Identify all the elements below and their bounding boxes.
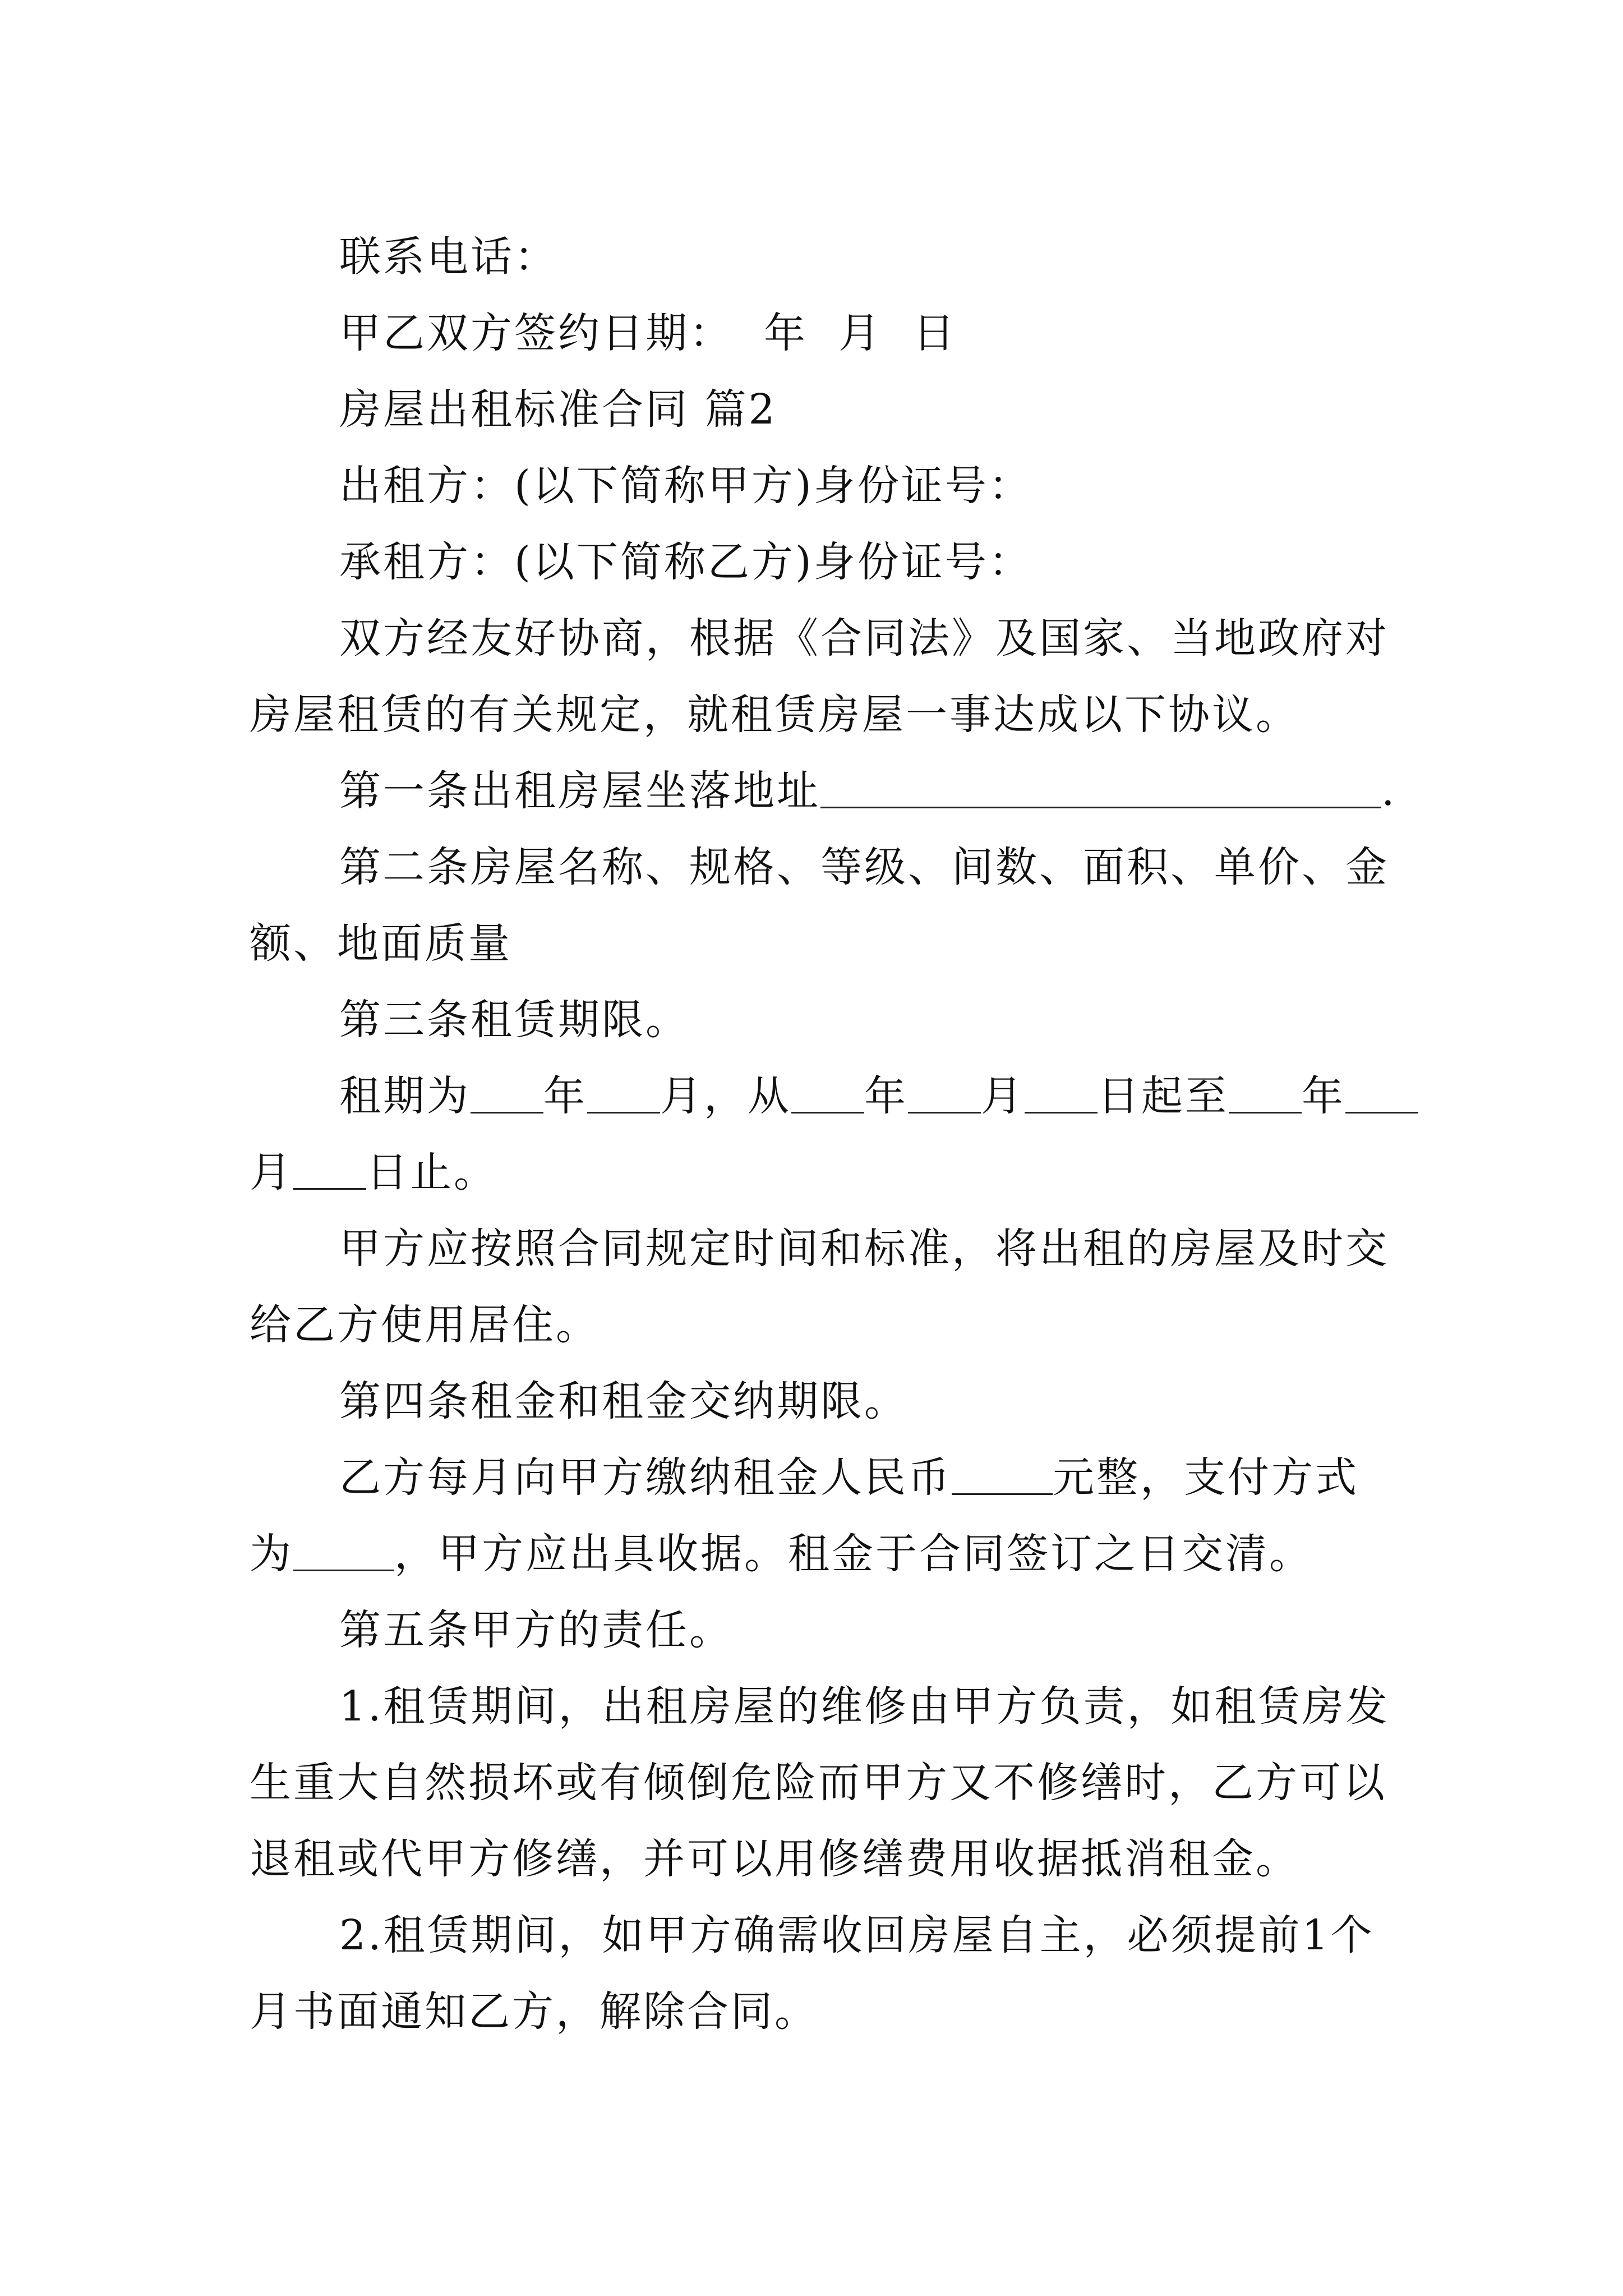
month-label: 月 <box>981 1072 1025 1120</box>
rent-amount-blank <box>952 1454 1053 1495</box>
article-2-line-2: 额、地面质量 <box>250 919 512 968</box>
year-label: 年 <box>864 1072 908 1120</box>
preamble-line-2: 房屋租赁的有关规定，就租赁房屋一事达成以下协议。 <box>250 691 1299 739</box>
day-end-label: 日止。 <box>366 1148 497 1197</box>
month-label: 月 <box>250 1148 293 1197</box>
year-label: 年 <box>543 1072 587 1120</box>
clause-1-line-3: 退租或代甲方修缮，并可以用修缮费用收据抵消租金。 <box>250 1835 1299 1883</box>
lease-term-prefix: 租期为 <box>339 1072 471 1120</box>
start-month-blank <box>908 1073 981 1114</box>
handover-line-1: 甲方应按照合同规定时间和标准，将出租的房屋及时交 <box>339 1225 1389 1273</box>
end-month-blank <box>1345 1073 1418 1114</box>
receipt-text: ，甲方应出具收据。租金于合同签订之日交清。 <box>394 1530 1313 1578</box>
handover-line-2: 给乙方使用居住。 <box>250 1301 600 1349</box>
end-day-blank <box>293 1149 366 1190</box>
preamble-line-1: 双方经友好协商，根据《合同法》及国家、当地政府对 <box>339 614 1389 662</box>
article-5-heading: 第五条甲方的责任。 <box>339 1606 733 1654</box>
article-1-line <box>250 753 1397 829</box>
year-label: 年 <box>1302 1072 1345 1120</box>
article-1-period: . <box>1381 767 1397 815</box>
start-year-blank <box>791 1073 864 1114</box>
rent-line-1 <box>250 1439 1382 1516</box>
payment-method-text: 元整，支付方式 <box>1053 1453 1359 1502</box>
month-from-label: 月，从 <box>660 1072 791 1120</box>
rent-text: 乙方每月向甲方缴纳租金人民币 <box>339 1453 952 1502</box>
end-year-blank <box>1229 1073 1302 1114</box>
signing-date-line: 甲乙双方签约日期： 年 月 日 <box>339 309 957 357</box>
contact-phone-line: 联系电话： <box>339 233 558 281</box>
clause-1-line-1: 1.租赁期间，出租房屋的维修由甲方负责，如租赁房发 <box>339 1682 1390 1731</box>
term-years-blank <box>471 1073 543 1114</box>
clause-1-line-2: 生重大自然损坏或有倾倒危险而甲方又不修缮时，乙方可以 <box>250 1759 1387 1807</box>
clause-2-line-2: 月书面通知乙方，解除合同。 <box>250 1987 818 2036</box>
contract-section-title: 房屋出租标准合同 篇2 <box>339 385 777 434</box>
rent-line-2 <box>250 1516 1382 1592</box>
article-2-line-1: 第二条房屋名称、规格、等级、间数、面积、单价、金 <box>339 843 1389 891</box>
payment-prefix: 为 <box>250 1530 293 1578</box>
article-3-heading: 第三条租赁期限。 <box>339 996 689 1044</box>
day-until-label: 日起至 <box>1098 1072 1229 1120</box>
lease-term-line-2 <box>250 1134 1382 1211</box>
lease-term-line-1 <box>250 1058 1382 1134</box>
address-blank <box>820 767 1381 808</box>
term-months-blank <box>587 1073 660 1114</box>
clause-2-line-1: 2.租赁期间，如甲方确需收回房屋自主，必须提前1个 <box>339 1911 1375 1959</box>
article-4-heading: 第四条租金和租金交纳期限。 <box>339 1377 908 1425</box>
payment-method-blank <box>293 1530 394 1571</box>
lessor-line: 出租方：(以下简称甲方)身份证号： <box>339 462 1032 510</box>
article-1-text: 第一条出租房屋坐落地址 <box>339 767 820 815</box>
document-page <box>250 219 1397 2050</box>
lessee-line: 承租方：(以下简称乙方)身份证号： <box>339 538 1032 586</box>
start-day-blank <box>1025 1073 1098 1114</box>
